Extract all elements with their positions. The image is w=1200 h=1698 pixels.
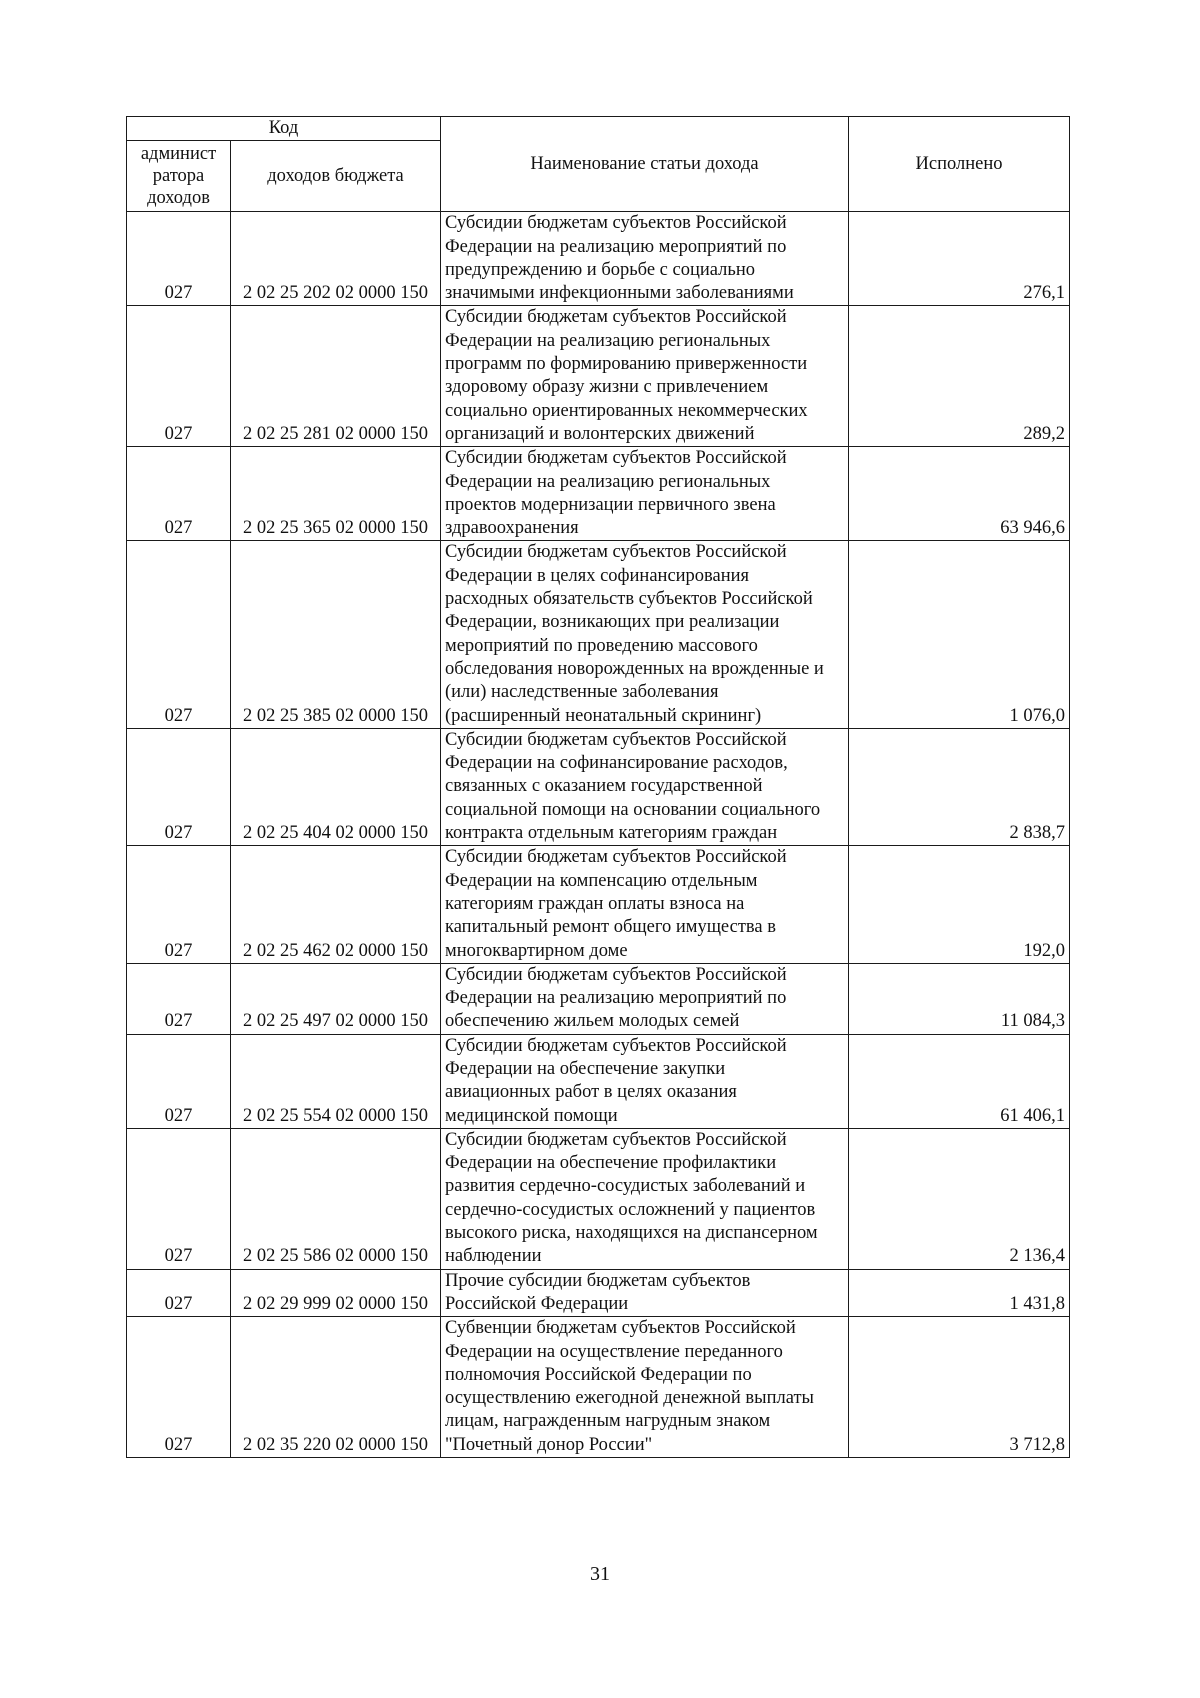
item-name-cell [441, 541, 849, 728]
admin-code-cell: 027 [127, 306, 231, 447]
table-row [127, 212, 1070, 306]
admin-code-cell: 027 [127, 447, 231, 541]
table-header [127, 117, 1070, 212]
item-name-line: сердечно-сосудистых осложнений у пациентов [445, 1199, 816, 1220]
table-row [127, 447, 1070, 541]
table-row [127, 728, 1070, 845]
income-code-cell: 2 02 25 385 02 0000 150 [231, 541, 441, 728]
income-code-cell: 2 02 35 220 02 0000 150 [231, 1317, 441, 1458]
item-name-line: Федерации на компенсацию отдельным [445, 870, 758, 891]
item-name-line: наблюдении [445, 1246, 542, 1267]
item-name-cell [441, 963, 849, 1034]
item-name-line: медицинской помощи [445, 1105, 618, 1126]
item-name-cell [441, 1034, 849, 1128]
admin-code-cell: 027 [127, 963, 231, 1034]
budget-revenue-table [126, 116, 1070, 1458]
income-code-cell: 2 02 25 365 02 0000 150 [231, 447, 441, 541]
income-code-cell: 2 02 25 281 02 0000 150 [231, 306, 441, 447]
item-name-line: Федерации на реализацию региональных [445, 330, 771, 351]
item-name-cell [441, 447, 849, 541]
admin-code-cell: 027 [127, 212, 231, 306]
header-executed: Исполнено [849, 117, 1070, 212]
item-name-line: предупреждению и борьбе с социально [445, 259, 755, 280]
executed-amount-cell: 1 431,8 [849, 1269, 1070, 1317]
item-name-line: Федерации, возникающих при реализации [445, 612, 780, 633]
item-name-line: контракта отдельным категориям граждан [445, 823, 778, 844]
executed-amount-cell: 3 712,8 [849, 1317, 1070, 1458]
page-number: 31 [590, 1563, 610, 1585]
header-administrator [127, 141, 231, 212]
header-code-group: Код [127, 117, 441, 141]
executed-amount-cell: 289,2 [849, 306, 1070, 447]
item-name-line: Субсидии бюджетам субъектов Российской [445, 1129, 787, 1150]
item-name-cell [441, 306, 849, 447]
admin-code-cell: 027 [127, 541, 231, 728]
income-code-cell: 2 02 25 586 02 0000 150 [231, 1128, 441, 1269]
executed-amount-cell: 61 406,1 [849, 1034, 1070, 1128]
header-administrator-line: доходов [147, 188, 210, 209]
item-name-line: Субвенции бюджетам субъектов Российской [445, 1318, 796, 1339]
item-name-line: значимыми инфекционными заболеваниями [445, 283, 794, 304]
item-name-line: Федерации на реализацию мероприятий по [445, 988, 787, 1009]
item-name-cell [441, 728, 849, 845]
item-name-line: связанных с оказанием государственной [445, 776, 763, 797]
item-name-line: Федерации в целях софинансирования [445, 565, 750, 586]
header-administrator-line: ратора [152, 166, 205, 187]
item-name-line: организаций и волонтерских движений [445, 423, 755, 444]
item-name-line: здравоохранения [445, 518, 579, 539]
executed-amount-cell: 1 076,0 [849, 541, 1070, 728]
item-name-line: "Почетный донор России" [445, 1434, 653, 1455]
income-code-cell: 2 02 25 497 02 0000 150 [231, 963, 441, 1034]
income-code-cell: 2 02 25 462 02 0000 150 [231, 846, 441, 963]
item-name-cell [441, 846, 849, 963]
item-name-line: социальной помощи на основании социального [445, 799, 821, 820]
item-name-line: мероприятий по проведению массового [445, 635, 758, 656]
item-name-line: Федерации на софинансирование расходов, [445, 753, 788, 774]
item-name-line: осуществлению ежегодной денежной выплаты [445, 1388, 814, 1409]
table-row [127, 1128, 1070, 1269]
item-name-line: расходных обязательств субъектов Российской [445, 589, 813, 610]
header-administrator-line: админист [140, 144, 217, 165]
header-item-name: Наименование статьи дохода [441, 117, 849, 212]
table-row [127, 1269, 1070, 1317]
table-body [127, 212, 1070, 1458]
item-name-line: Федерации на обеспечение закупки [445, 1058, 726, 1079]
income-code-cell: 2 02 25 202 02 0000 150 [231, 212, 441, 306]
item-name-line: Федерации на осуществление переданного [445, 1341, 783, 1362]
item-name-line: (или) наследственные заболевания [445, 682, 719, 703]
item-name-line: обеспечению жильем молодых семей [445, 1011, 740, 1032]
item-name-line: Субсидии бюджетам субъектов Российской [445, 542, 787, 563]
item-name-cell [441, 1128, 849, 1269]
item-name-line: Российской Федерации [445, 1293, 629, 1314]
item-name-line: Федерации на реализацию мероприятий по [445, 236, 787, 257]
item-name-line: категориям граждан оплаты взноса на [445, 893, 745, 914]
item-name-line: лицам, награжденным нагрудным знаком [445, 1411, 771, 1432]
item-name-cell [441, 212, 849, 306]
item-name-line: капитальный ремонт общего имущества в [445, 917, 776, 938]
item-name-cell [441, 1269, 849, 1317]
item-name-line: проектов модернизации первичного звена [445, 494, 776, 515]
item-name-line: высокого риска, находящихся на диспансерном [445, 1223, 818, 1244]
admin-code-cell: 027 [127, 1317, 231, 1458]
table-row [127, 963, 1070, 1034]
admin-code-cell: 027 [127, 1034, 231, 1128]
executed-amount-cell: 192,0 [849, 846, 1070, 963]
item-name-line: Субсидии бюджетам субъектов Российской [445, 213, 787, 234]
item-name-line: Федерации на обеспечение профилактики [445, 1153, 777, 1174]
item-name-line: обследования новорожденных на врожденные и [445, 658, 824, 679]
item-name-line: развития сердечно-сосудистых заболеваний и [445, 1176, 806, 1197]
table-row [127, 306, 1070, 447]
item-name-line: Прочие субсидии бюджетам субъектов [445, 1270, 751, 1291]
executed-amount-cell: 2 838,7 [849, 728, 1070, 845]
income-code-cell: 2 02 29 999 02 0000 150 [231, 1269, 441, 1317]
admin-code-cell: 027 [127, 1128, 231, 1269]
item-name-cell [441, 1317, 849, 1458]
executed-amount-cell: 63 946,6 [849, 447, 1070, 541]
item-name-line: Субсидии бюджетам субъектов Российской [445, 729, 787, 750]
admin-code-cell: 027 [127, 846, 231, 963]
executed-amount-cell: 276,1 [849, 212, 1070, 306]
executed-amount-cell: 2 136,4 [849, 1128, 1070, 1269]
item-name-line: Субсидии бюджетам субъектов Российской [445, 1035, 787, 1056]
table-row [127, 846, 1070, 963]
executed-amount-cell: 11 084,3 [849, 963, 1070, 1034]
item-name-line: программ по формированию приверженности [445, 354, 808, 375]
item-name-line: полномочия Российской Федерации по [445, 1364, 752, 1385]
table-row [127, 541, 1070, 728]
item-name-line: Субсидии бюджетам субъектов Российской [445, 964, 787, 985]
income-code-cell: 2 02 25 404 02 0000 150 [231, 728, 441, 845]
admin-code-cell: 027 [127, 728, 231, 845]
admin-code-cell: 027 [127, 1269, 231, 1317]
item-name-line: Субсидии бюджетам субъектов Российской [445, 847, 787, 868]
item-name-line: социально ориентированных некоммерческих [445, 400, 808, 421]
item-name-line: многоквартирном доме [445, 940, 628, 961]
item-name-line: Федерации на реализацию региональных [445, 471, 771, 492]
table-row [127, 1034, 1070, 1128]
table-row [127, 1317, 1070, 1458]
item-name-line: здоровому образу жизни с привлечением [445, 377, 769, 398]
item-name-line: Субсидии бюджетам субъектов Российской [445, 448, 787, 469]
item-name-line: авиационных работ в целях оказания [445, 1082, 737, 1103]
item-name-line: Субсидии бюджетам субъектов Российской [445, 307, 787, 328]
income-code-cell: 2 02 25 554 02 0000 150 [231, 1034, 441, 1128]
item-name-line: (расширенный неонатальный скрининг) [445, 705, 762, 726]
header-income-code: доходов бюджета [231, 141, 441, 212]
